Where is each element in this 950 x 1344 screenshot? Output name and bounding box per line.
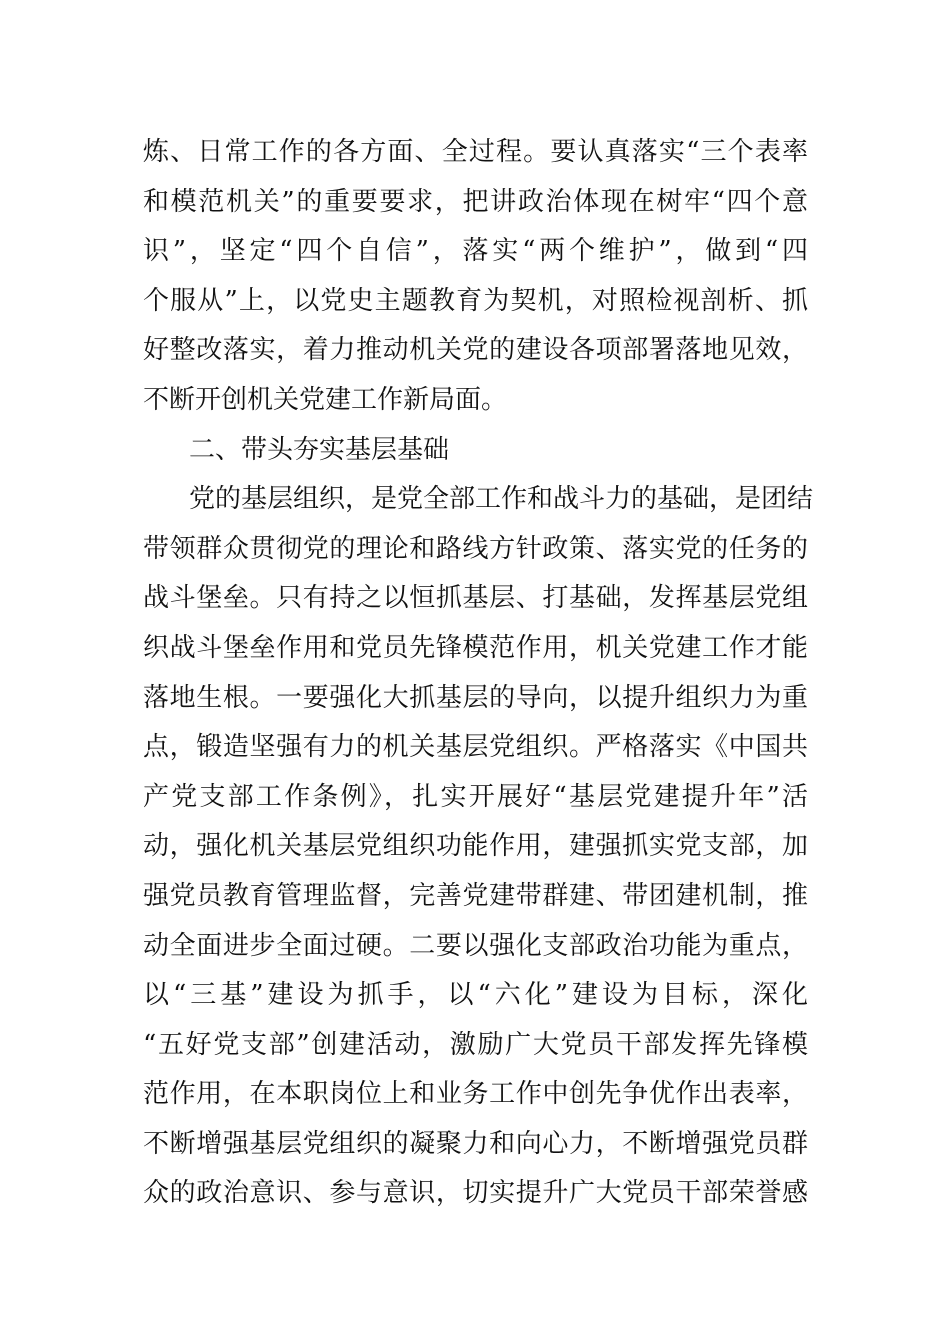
text-line: 带领群众贯彻党的理论和路线方针政策、落实党的任务的 <box>143 533 808 564</box>
text-line: 以“三基”建设为抓手，以“六化”建设为目标，深化 <box>143 980 808 1011</box>
text-line: 动，强化机关基层党组织功能作用，建强抓实党支部，加 <box>143 831 808 862</box>
text-line: 落地生根。一要强化大抓基层的导向，以提升组织力为重 <box>143 682 808 713</box>
text-line: 强党员教育管理监督，完善党建带群建、带团建机制，推 <box>143 880 808 911</box>
text-line: 众的政治意识、参与意识，切实提升广大党员干部荣誉感 <box>143 1178 808 1209</box>
text-line: 识”，坚定“四个自信”，落实“两个维护”，做到“四 <box>143 236 808 267</box>
section-heading: 二、带头夯实基层基础 <box>189 434 450 465</box>
text-line: 织战斗堡垒作用和党员先锋模范作用，机关党建工作才能 <box>143 632 808 663</box>
text-line: 好整改落实，着力推动机关党的建设各项部署落地见效， <box>143 335 808 366</box>
document-body <box>143 128 814 1219</box>
text-line: “五好党支部”创建活动，激励广大党员干部发挥先锋模 <box>143 1029 808 1060</box>
text-line: 动全面进步全面过硬。二要以强化支部政治功能为重点， <box>143 930 808 961</box>
text-line: 产党支部工作条例》，扎实开展好“基层党建提升年”活 <box>143 781 808 812</box>
text-line: 和模范机关”的重要要求，把讲政治体现在树牢“四个意 <box>143 186 808 217</box>
text-line: 范作用，在本职岗位上和业务工作中创先争优作出表率， <box>143 1079 808 1110</box>
text-line: 不断增强基层党组织的凝聚力和向心力，不断增强党员群 <box>143 1128 808 1159</box>
text-line: 党的基层组织，是党全部工作和战斗力的基础，是团结 <box>189 484 814 515</box>
text-line: 战斗堡垒。只有持之以恒抓基层、打基础，发挥基层党组 <box>143 583 808 614</box>
paragraph-1 <box>143 128 808 426</box>
paragraph-2 <box>143 475 814 1219</box>
text-line: 点，锻造坚强有力的机关基层党组织。严格落实《中国共 <box>143 732 808 763</box>
text-line: 个服从”上，以党史主题教育为契机，对照检视剖析、抓 <box>143 285 808 316</box>
text-line: 不断开创机关党建工作新局面。 <box>143 384 508 415</box>
text-line: 炼、日常工作的各方面、全过程。要认真落实“三个表率 <box>143 137 808 167</box>
